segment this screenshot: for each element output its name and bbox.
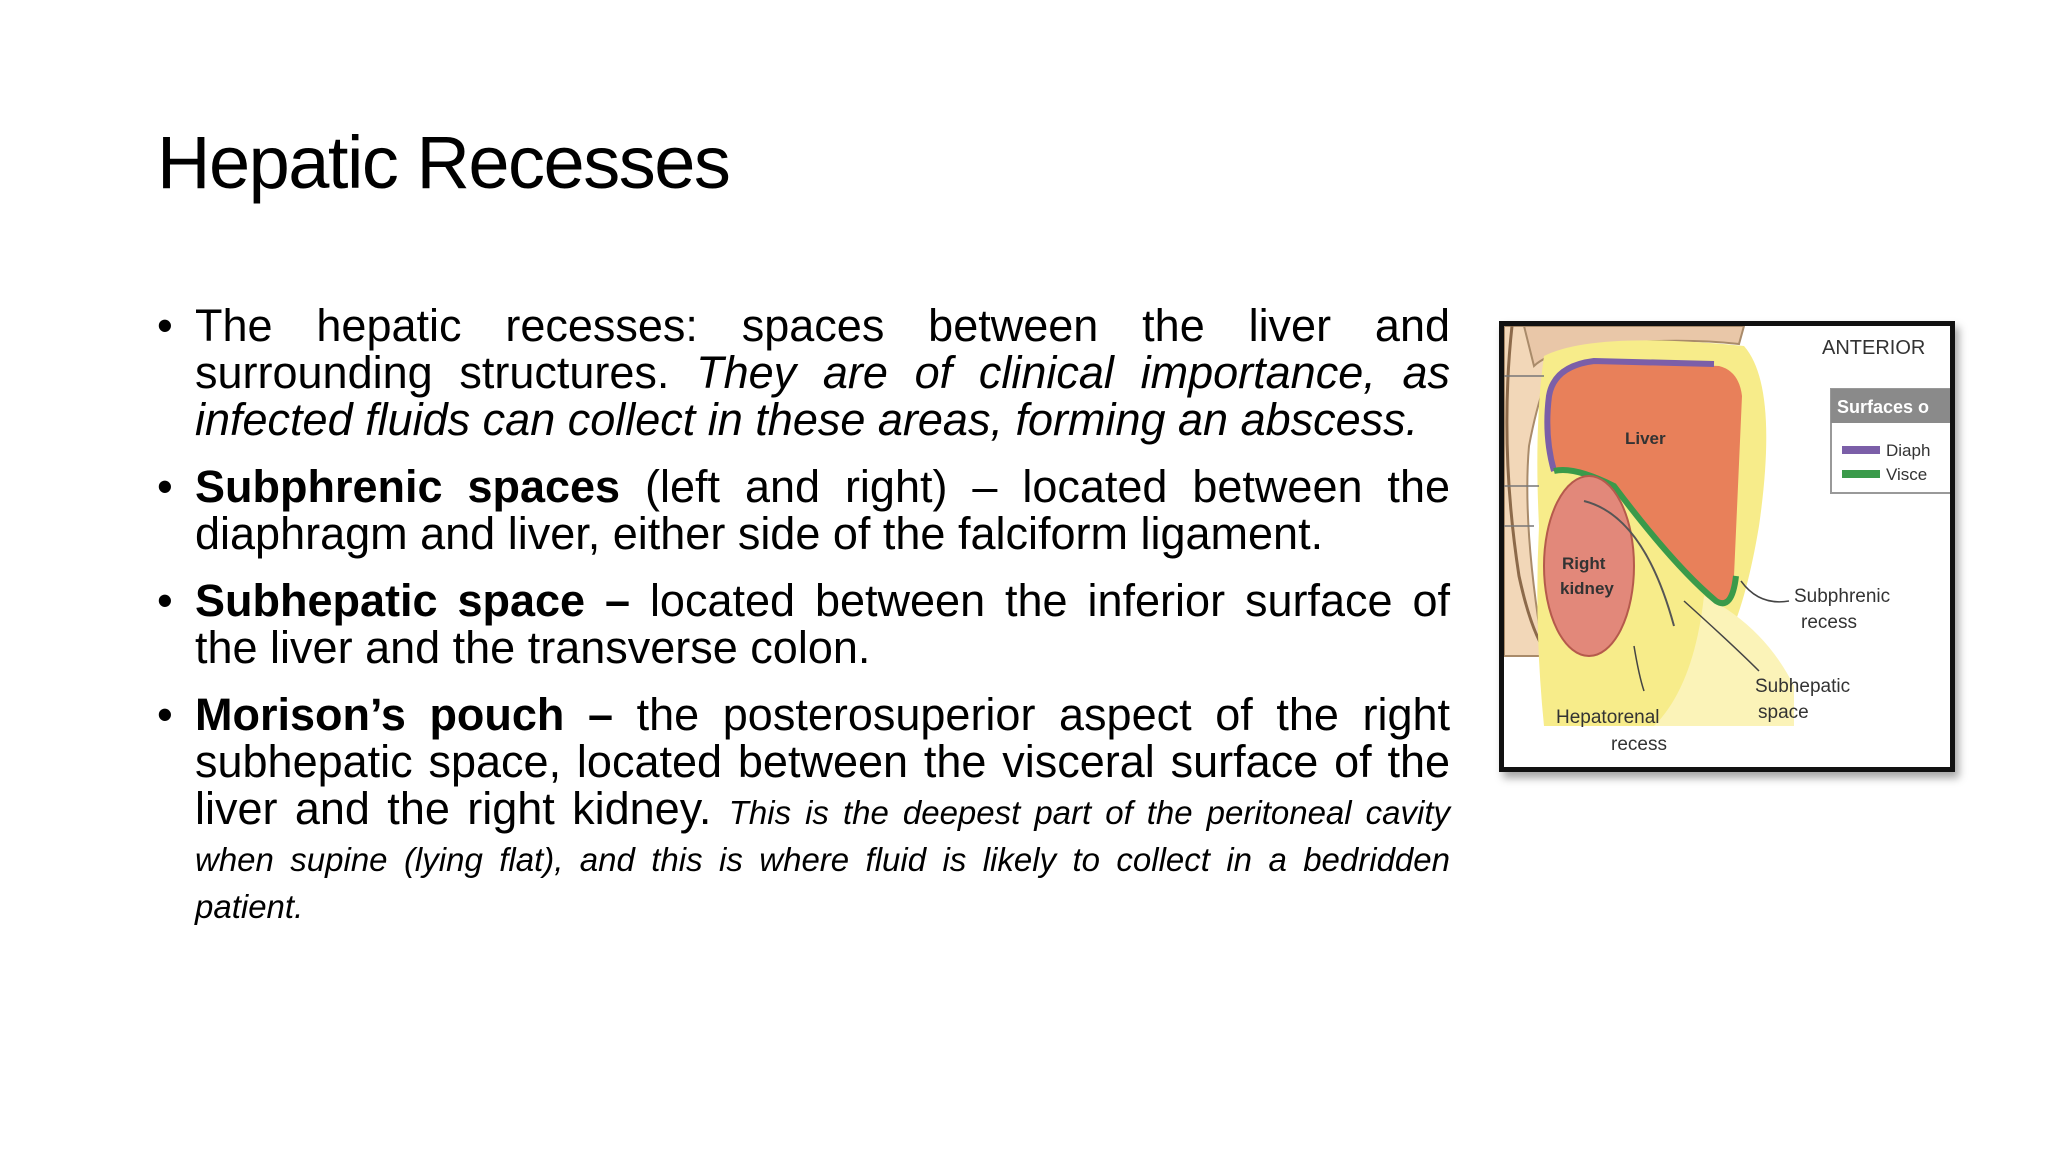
bullet-text: located between the inferior surface of the liver and the transverse colon. bbox=[195, 575, 1450, 673]
anatomy-figure bbox=[1499, 321, 1955, 772]
label-anterior: ANTERIOR bbox=[1822, 337, 1926, 359]
legend-item-diaphragmatic: Diaph bbox=[1886, 441, 1931, 460]
label-right-kidney-line1: Right bbox=[1562, 554, 1606, 573]
label-subhepatic-line2: space bbox=[1758, 702, 1809, 723]
anatomy-diagram bbox=[1504, 326, 1950, 767]
bullet-morisons-pouch bbox=[157, 691, 1450, 926]
label-hepatorenal-line2: recess bbox=[1611, 734, 1667, 755]
slide-title: Hepatic Recesses bbox=[157, 121, 730, 204]
bullet-text: The hepatic recesses: spaces between the liver and surrounding structures. bbox=[195, 300, 1450, 398]
label-subhepatic-line1: Subhepatic bbox=[1755, 676, 1851, 697]
label-subphrenic-line1: Subphrenic bbox=[1794, 586, 1891, 607]
label-liver: Liver bbox=[1625, 429, 1666, 448]
bullet-list bbox=[157, 302, 1450, 946]
bullet-term: Subhepatic space – bbox=[195, 575, 631, 626]
bullet-text: the posterosuperior aspect of the right subhepatic space, located between the visceral surface of the liver and the right kidney. bbox=[195, 689, 1450, 834]
bullet-term: Subphrenic spaces bbox=[195, 461, 621, 512]
bullet-italic-text: They are of clinical importance, as infected fluids can collect in these areas, forming an abscess. bbox=[195, 347, 1450, 445]
bullet-term: Morison’s pouch – bbox=[195, 689, 614, 740]
bullet-hepatic-recesses bbox=[157, 302, 1450, 443]
label-hepatorenal-line1: Hepatorenal bbox=[1556, 707, 1660, 728]
legend-title: Surfaces o bbox=[1837, 397, 1930, 417]
bullet-subhepatic bbox=[157, 577, 1450, 671]
label-subphrenic-line2: recess bbox=[1801, 612, 1857, 633]
bullet-subphrenic bbox=[157, 463, 1450, 557]
bullet-text: (left and right) – located between the diaphragm and liver, either side of the falciform ligament. bbox=[195, 461, 1450, 559]
label-right-kidney-line2: kidney bbox=[1560, 579, 1614, 598]
legend-item-visceral: Visce bbox=[1886, 465, 1928, 484]
bullet-small-italic-text: This is the deepest part of the peritoneal cavity when supine (lying flat), and this is where fluid is likely to collect in a bedridden patient. bbox=[195, 794, 1450, 925]
